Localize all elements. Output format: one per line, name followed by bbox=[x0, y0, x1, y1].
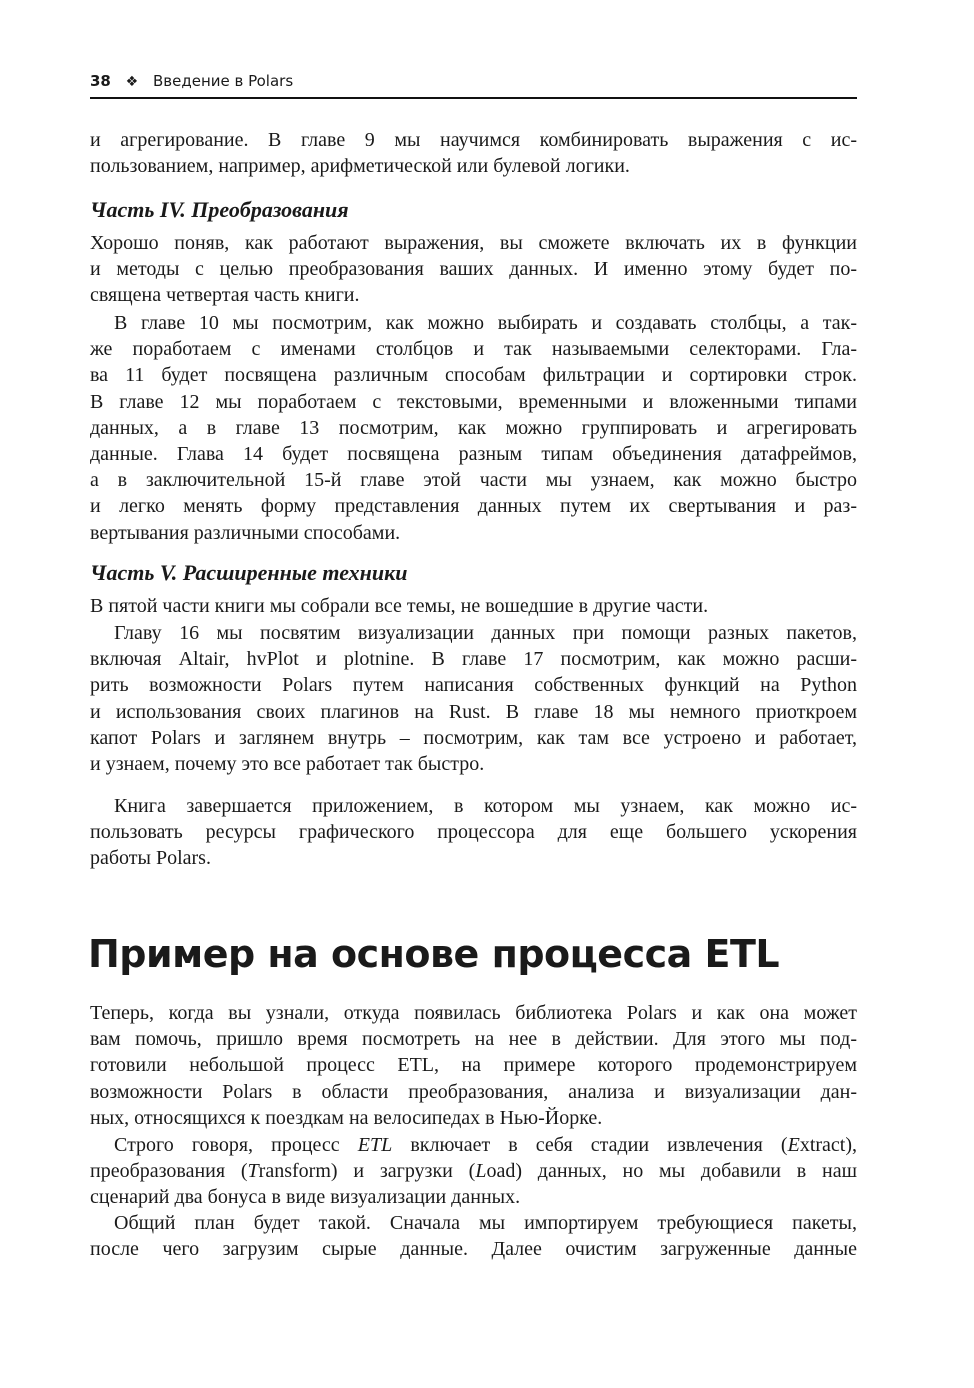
text-line: и методы с целью преобразования ваших данных. И именно этому будет по- bbox=[90, 258, 857, 281]
page-number: 38 bbox=[90, 72, 111, 90]
text-line: Теперь, когда вы узнали, откуда появилась библиотека Polars и как она может bbox=[90, 1002, 857, 1024]
section-title: Пример на основе процесса ETL bbox=[88, 932, 780, 976]
text-line: включая Altair, hvPlot и plotnine. В главе 17 посмотрим, как можно расши- bbox=[90, 648, 857, 671]
text-line: и легко менять форму представления данных путем их свертывания и раз- bbox=[90, 495, 857, 518]
header-rule bbox=[90, 97, 857, 99]
text-line: В пятой части книги мы собрали все темы, не вошедшие в другие части. bbox=[90, 595, 709, 617]
text-line: сценарий два бонуса в виде визуализации данных. bbox=[90, 1186, 521, 1209]
text-run: oad) данных, но мы добавили в наш bbox=[486, 1160, 857, 1183]
text-line: же поработаем с именами столбцов и так называемыми селекторами. Гла- bbox=[90, 338, 857, 361]
running-title: Введение в Polars bbox=[153, 72, 294, 90]
paragraph bbox=[90, 1210, 857, 1262]
text-line: пользовать ресурсы графического процессора для еще большего ускорения bbox=[90, 821, 857, 844]
text-run: включает в себя стадии извлечения ( bbox=[392, 1134, 788, 1156]
italic-text: L bbox=[475, 1160, 487, 1183]
text-run: xtract), bbox=[799, 1134, 857, 1156]
text-line: ных, относящихся к поездкам на велосипедах в Нью-Йорке. bbox=[90, 1106, 603, 1129]
running-header bbox=[90, 72, 293, 90]
text-line: священа четвертая часть книги. bbox=[90, 284, 360, 307]
text-line: работы Polars. bbox=[90, 847, 211, 870]
text-line: данные. Глава 14 будет посвящена разным типам объединения датафреймов, bbox=[90, 442, 857, 465]
paragraph bbox=[90, 793, 857, 872]
subsection-heading bbox=[90, 560, 857, 586]
text-line: готовили небольшой процесс ETL, на примере которого продемонстрируем bbox=[90, 1054, 857, 1077]
text-line: и использования своих плагинов на Rust. В главе 18 мы немного приоткроем bbox=[90, 700, 857, 723]
paragraph bbox=[90, 230, 857, 309]
italic-text: E bbox=[787, 1134, 800, 1156]
text-line: возможности Polars в области преобразования, анализа и визуализации дан- bbox=[90, 1080, 857, 1103]
text-line: данных, а в главе 13 посмотрим, как можно группировать и агрегировать bbox=[90, 416, 857, 439]
text-line: Главу 16 мы посвятим визуализации данных при помощи разных пакетов, bbox=[114, 622, 857, 644]
paragraph bbox=[90, 593, 857, 619]
text-line: Часть V. Расширенные техники bbox=[90, 560, 408, 585]
text-line: В главе 12 мы поработаем с текстовыми, временными и вложенными типами bbox=[90, 390, 857, 413]
text-line: а в заключительной 15-й главе этой части мы узнаем, как можно быстро bbox=[90, 469, 857, 492]
text-line: Общий план будет такой. Сначала мы импортируем требующиеся пакеты, bbox=[114, 1212, 857, 1234]
text-line: и узнаем, почему это все работает так быстро. bbox=[90, 752, 485, 775]
paragraph bbox=[90, 127, 857, 179]
text-line: рить возможности Polars путем написания собственных функций на Python bbox=[90, 674, 857, 697]
text-line: Книга завершается приложением, в котором мы узнаем, как можно ис- bbox=[114, 795, 857, 817]
text-line: В главе 10 мы посмотрим, как можно выбирать и создавать столбцы, а так- bbox=[114, 312, 857, 334]
paragraph bbox=[90, 1000, 857, 1131]
italic-text: T bbox=[247, 1160, 259, 1183]
paragraph bbox=[90, 620, 857, 777]
text-line: после чего загрузим сырые данные. Далее очистим загруженные данные bbox=[90, 1238, 857, 1261]
subsection-heading bbox=[90, 197, 857, 223]
text-line: Хорошо поняв, как работают выражения, вы сможете включать их в функции bbox=[90, 232, 857, 254]
text-run: ransform) и загрузки ( bbox=[258, 1160, 476, 1183]
ornament-icon: ❖ bbox=[125, 74, 139, 90]
text-line: ва 11 будет посвящена различным способам фильтрации и сортировки строк. bbox=[90, 364, 857, 387]
text-run: преобразования ( bbox=[90, 1160, 248, 1183]
text-line: и агрегирование. В главе 9 мы научимся комбинировать выражения с ис- bbox=[90, 129, 857, 151]
text-line bbox=[90, 1132, 857, 1158]
italic-text: ETL bbox=[357, 1134, 393, 1156]
text-line bbox=[90, 1158, 857, 1184]
paragraph bbox=[90, 1132, 857, 1211]
text-line: Часть IV. Преобразования bbox=[90, 197, 349, 222]
text-line: вертывания различными способами. bbox=[90, 521, 401, 544]
text-line: пользованием, например, арифметической или булевой логики. bbox=[90, 155, 630, 178]
text-line: капот Polars и заглянем внутрь – посмотрим, как там все устроено и работает, bbox=[90, 726, 857, 749]
text-run: Строго говоря, процесс bbox=[114, 1134, 358, 1156]
text-line: вам помочь, пришло время посмотреть на нее в действии. Для этого мы под- bbox=[90, 1028, 857, 1051]
paragraph bbox=[90, 310, 857, 546]
